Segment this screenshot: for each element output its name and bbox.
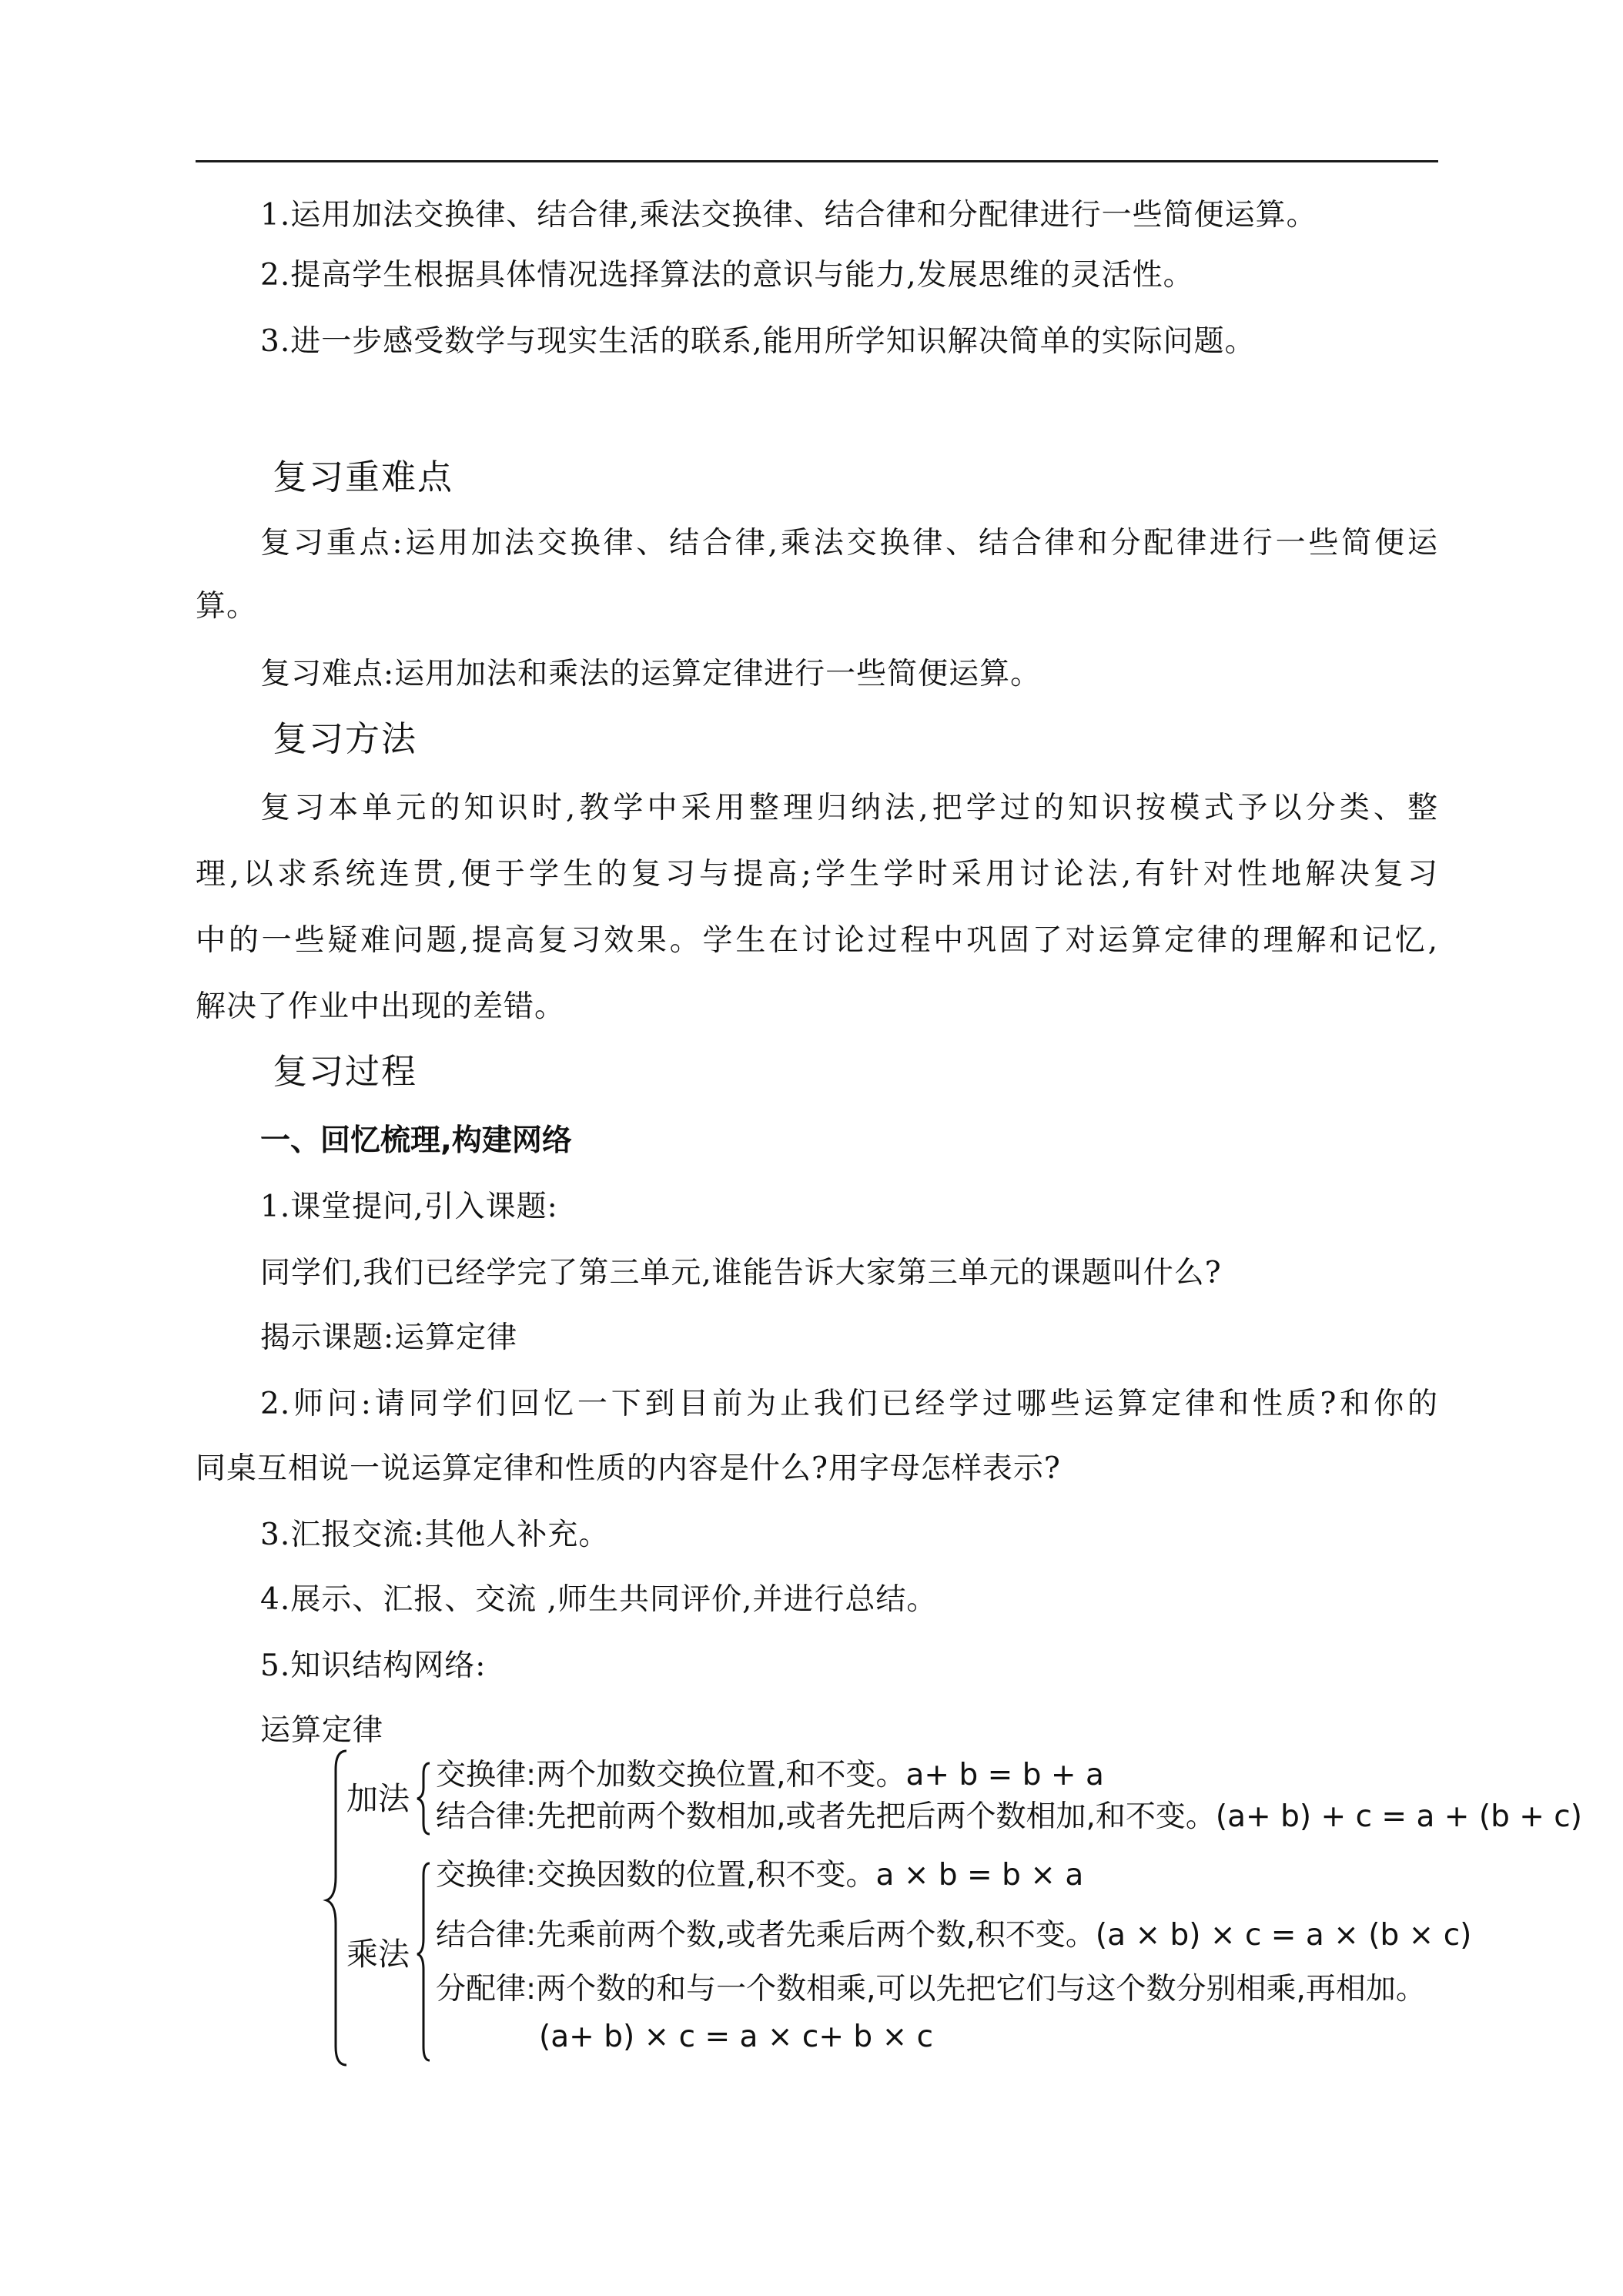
outer-brace — [326, 1751, 346, 2065]
process-question: 同学们,我们已经学完了第三单元,谁能告诉大家第三单元的课题叫什么? — [260, 1256, 1222, 1290]
distributive-formula: (a+ b) × c = a × c+ b × c — [539, 2020, 934, 2054]
section-title: 一、回忆梳理,构建网络 — [260, 1123, 572, 1158]
method-line-3: 中的一些疑难问题,提高复习效果。学生在讨论过程中巩固了对运算定律的理解和记忆, — [196, 923, 1438, 958]
process-step-2-line-2: 同桌互相说一说运算定律和性质的内容是什么?用字母怎样表示? — [196, 1451, 1061, 1486]
method-heading: 复习方法 — [273, 718, 418, 759]
addition-label: 加法 — [346, 1780, 410, 1817]
addition-associative: 结合律:先把前两个数相加,或者先把后两个数相加,和不变。(a+ b) + c = a + (b + c) — [436, 1799, 1582, 1834]
key-difficulty: 复习难点:运用加法和乘法的运算定律进行一些简便运算。 — [260, 657, 1042, 691]
header-rule — [196, 160, 1438, 162]
objective-2: 2.提高学生根据具体情况选择算法的意识与能力,发展思维的灵活性。 — [260, 258, 1194, 293]
addition-brace — [417, 1763, 430, 1834]
knowledge-network — [323, 1746, 1582, 2070]
method-line-1: 复习本单元的知识时,教学中采用整理归纳法,把学过的知识按模式予以分类、整 — [260, 791, 1438, 825]
multiplication-commutative: 交换律:交换因数的位置,积不变。a × b = b × a — [436, 1858, 1084, 1893]
objective-3: 3.进一步感受数学与现实生活的联系,能用所学知识解决简单的实际问题。 — [260, 324, 1256, 359]
key-focus-line-1: 复习重点:运用加法交换律、结合律,乘法交换律、结合律和分配律进行一些简便运 — [260, 526, 1438, 561]
method-line-2: 理,以求系统连贯,便于学生的复习与提高;学生学时采用讨论法,有针对性地解决复习 — [196, 857, 1438, 892]
process-step-5: 5.知识结构网络: — [260, 1648, 487, 1683]
process-step-2-line-1: 2.师问:请同学们回忆一下到目前为止我们已经学过哪些运算定律和性质?和你的 — [260, 1387, 1438, 1421]
multiplication-associative: 结合律:先乘前两个数,或者先乘后两个数,积不变。(a × b) × c = a × (b × c) — [436, 1918, 1472, 1953]
process-step-3: 3.汇报交流:其他人补充。 — [260, 1518, 610, 1552]
process-heading: 复习过程 — [273, 1051, 418, 1092]
key-points-heading: 复习重难点 — [273, 457, 454, 497]
method-line-4: 解决了作业中出现的差错。 — [196, 989, 566, 1024]
process-step-4: 4.展示、汇报、交流 ,师生共同评价,并进行总结。 — [260, 1582, 938, 1617]
addition-commutative: 交换律:两个加数交换位置,和不变。a+ b = b + a — [436, 1758, 1104, 1792]
objective-1: 1.运用加法交换律、结合律,乘法交换律、结合律和分配律进行一些简便运算。 — [260, 198, 1317, 233]
multiplication-label: 乘法 — [346, 1936, 410, 1973]
process-reveal: 揭示课题:运算定律 — [260, 1320, 518, 1355]
multiplication-brace — [417, 1863, 430, 2060]
process-step-1: 1.课堂提问,引入课题: — [260, 1190, 558, 1224]
key-focus-line-2: 算。 — [196, 589, 258, 624]
multiplication-distributive: 分配律:两个数的和与一个数相乘,可以先把它们与这个数分别相乘,再相加。 — [436, 1972, 1426, 2006]
network-title: 运算定律 — [260, 1713, 384, 1748]
